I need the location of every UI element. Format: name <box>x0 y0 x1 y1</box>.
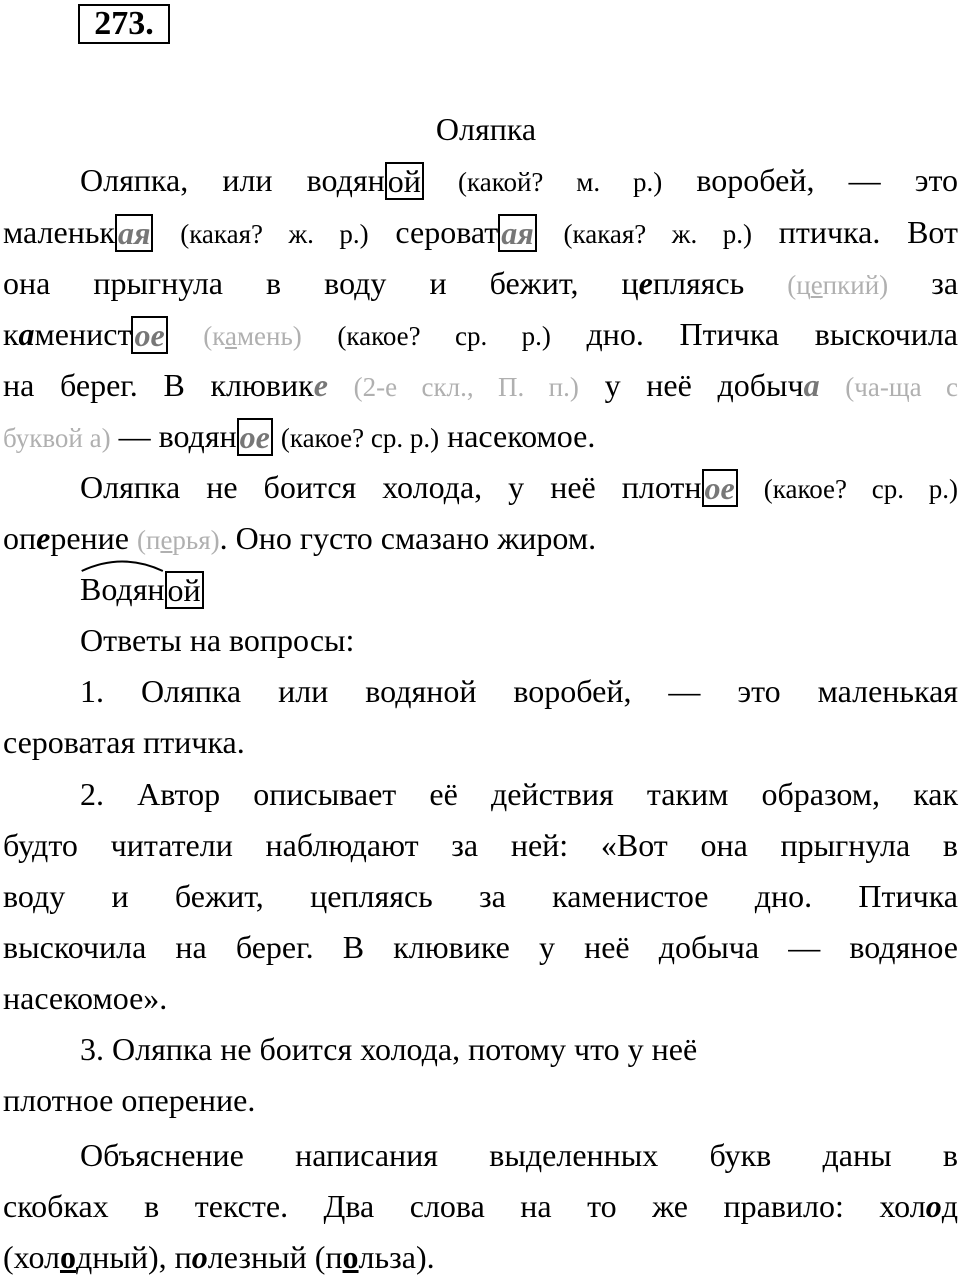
text-line: 1. Оляпка или водяной воробей, — это маленькая <box>80 673 958 709</box>
text-line: буквой а) — водяное (какое? ср. р.) насекомое. <box>3 418 596 455</box>
ending-box: ой <box>165 571 204 609</box>
text-line: выскочила на берег. В клювике у неё добыча — водяное <box>3 929 958 965</box>
text-line: сероватая птичка. <box>3 724 245 760</box>
text-line: она прыгнула в воду и бежит, цепляясь (цепкий) за <box>3 265 959 301</box>
ending-box: ое <box>131 316 167 354</box>
text-line: воду и бежит, цепляясь за каменистое дно. Птичка <box>3 878 958 914</box>
text-line: Оляпка, или водяной (какой? м. р.) воробей, — это <box>80 162 959 199</box>
text-line: на берег. В клювике (2-е скл., П. п.) у неё добыча (ча-ща с <box>3 367 959 403</box>
text-title: Оляпка <box>435 111 537 147</box>
text-line: 3. Оляпка не боится холода, потому что у неё <box>80 1031 698 1067</box>
text-line: маленькая (какая? ж. р.) сероватая (какая? ж. р.) птичка. Вот <box>3 214 958 251</box>
ending-box: ое <box>237 418 273 456</box>
word-analysis <box>80 564 958 615</box>
text-line: оперение (перья). Оно густо смазано жиром. <box>3 520 597 556</box>
ending-box: ой <box>385 162 424 200</box>
ending-box: ая <box>498 214 536 252</box>
text-line: скобках в тексте. Два слова на то же правило: холод <box>3 1188 958 1224</box>
text-line: Объяснение написания выделенных букв даны в <box>80 1137 958 1173</box>
text-line: Оляпка не боится холода, у неё плотное (какое? ср. р.) <box>80 469 959 506</box>
text-line: (холодный), полезный (польза). <box>3 1239 435 1275</box>
text-line: насекомое». <box>3 980 168 1016</box>
ending-box: ое <box>702 469 738 507</box>
text-line: будто читатели наблюдают за ней: «Вот она прыгнула в <box>3 827 958 863</box>
text-line: 2. Автор описывает её действия таким образом, как <box>80 776 958 812</box>
exercise-number: 273. <box>78 4 170 44</box>
text-line: каменистое (камень) (какое? ср. р.) дно. Птичка выскочила <box>3 316 959 353</box>
ending-box: ая <box>115 214 153 252</box>
text-line: Ответы на вопросы: <box>80 622 355 658</box>
root-mark: Водян <box>80 564 165 615</box>
text-line: плотное оперение. <box>3 1082 256 1118</box>
